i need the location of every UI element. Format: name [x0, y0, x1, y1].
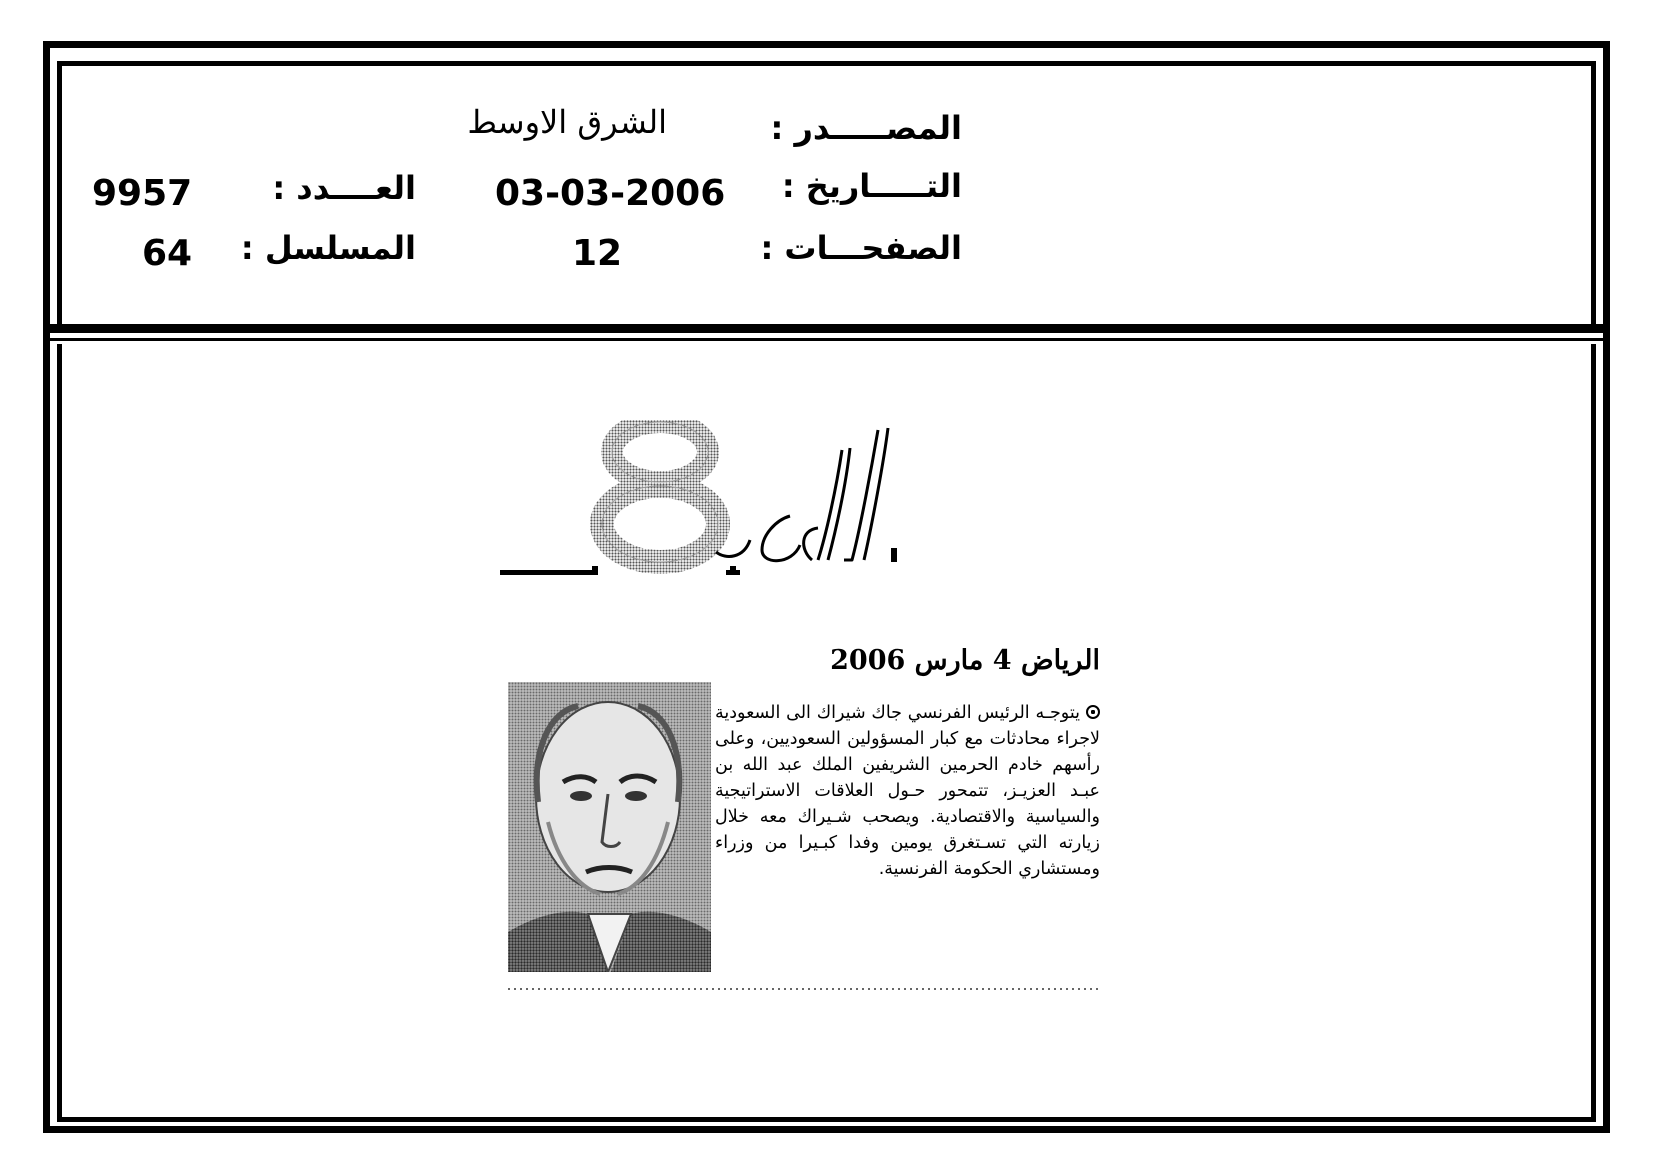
newspaper-clipping [500, 420, 1100, 1010]
article-photo [508, 682, 711, 972]
serial-value: 64 [142, 233, 193, 274]
article-text: يتوجـه الرئيس الفرنسي جاك شيراك الى السعودية لاجراء محادثات مع كبار المسؤولين السعوديين، وعلى رأسهم خادم الحرمين الشريفين الملك عبد الله بن عبـد العزيـز، تتمحور حـول العلاقات الاستراتيجية والسياسية والاقتصادية. ويصحب شـيراك معه خلال زيارته التي تسـتغرق يومين وفدا كبـيرا من وزراء ومستشاري الحكومة الفرنسية. [715, 703, 1100, 879]
article-headline: الرياض 4 مارس 2006 [830, 645, 1100, 676]
article-body [715, 700, 1100, 882]
date-value: 03-03-2006 [495, 173, 726, 214]
source-label: المصـــــدر : [770, 109, 962, 147]
header-divider-thin [50, 338, 1603, 341]
header-divider [50, 324, 1603, 333]
clipping-bottom-border [508, 988, 1098, 990]
serial-label: المسلسل : [240, 229, 416, 267]
issue-label: العــــدد : [272, 169, 416, 207]
bullet-icon [1086, 705, 1100, 719]
issue-value: 9957 [92, 173, 193, 214]
date-label: التـــــاريخ : [781, 167, 962, 205]
pages-label: الصفحـــات : [760, 229, 962, 267]
source-value: الشرق الاوسط [467, 103, 667, 141]
pages-value: 12 [572, 233, 623, 274]
newspaper-masthead-logo [500, 420, 1100, 595]
